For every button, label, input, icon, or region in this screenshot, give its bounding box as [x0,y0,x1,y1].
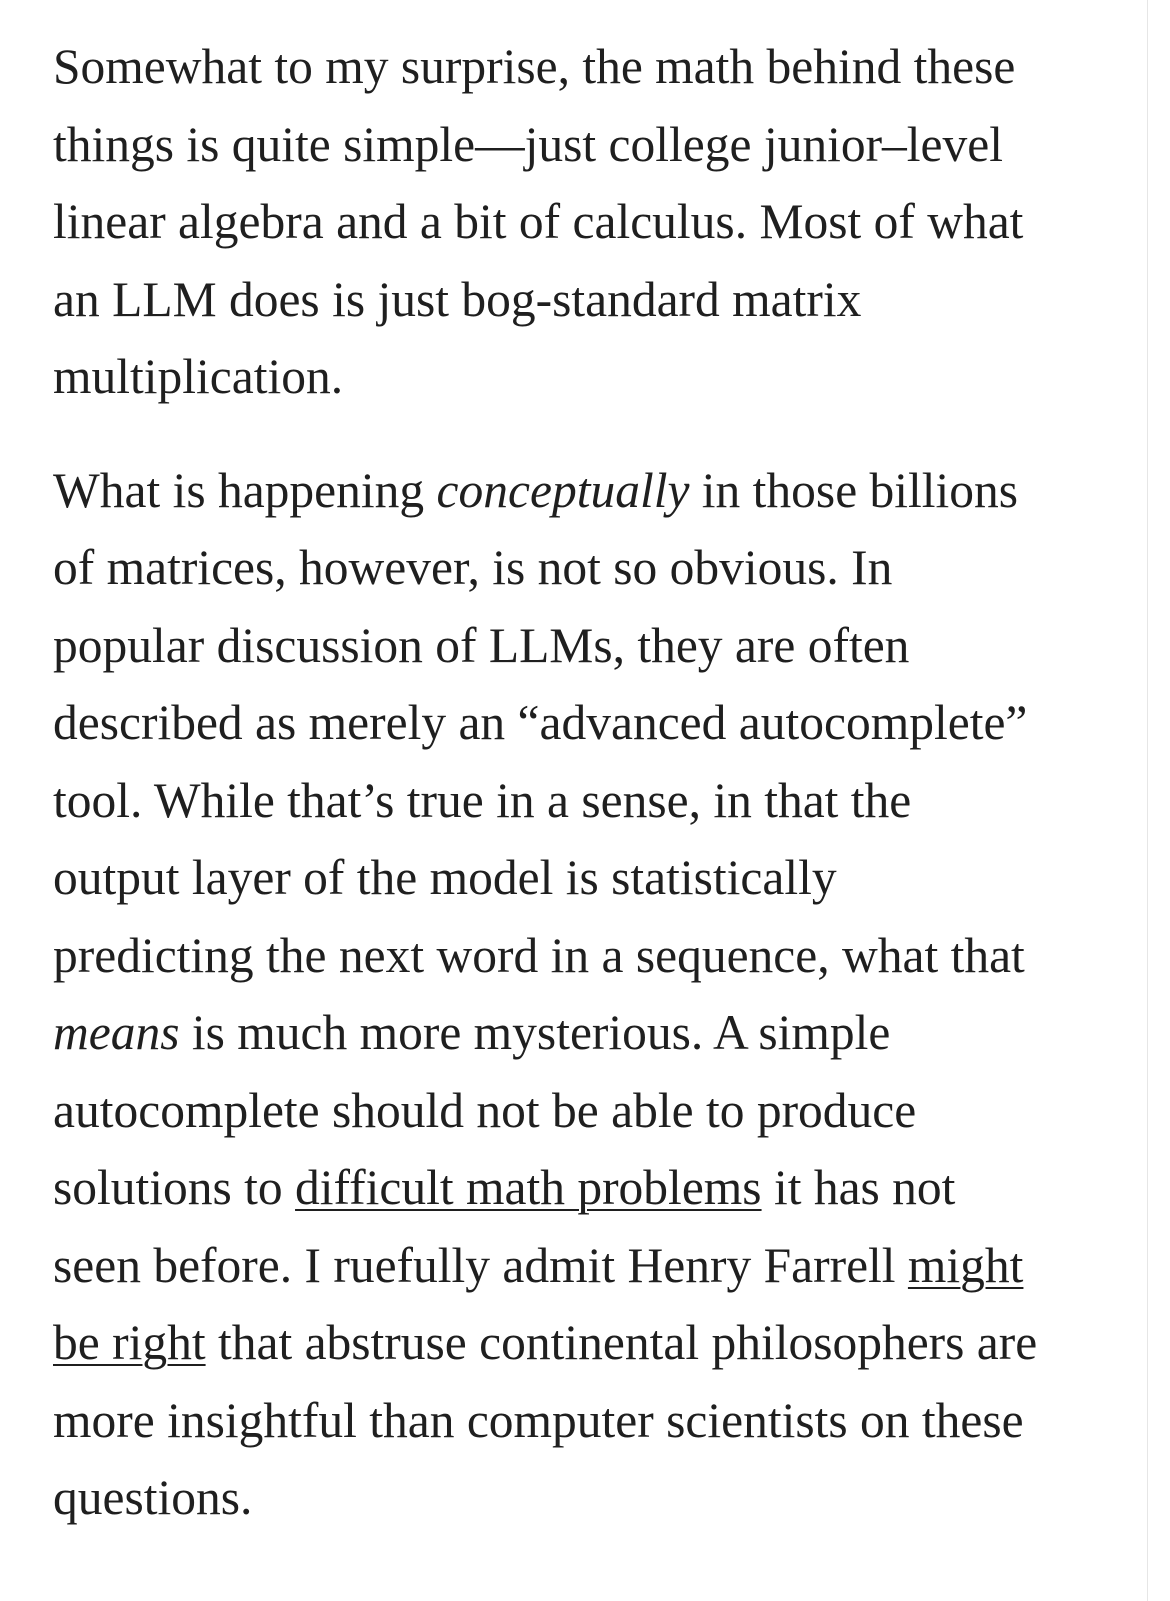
text-line: popular discussion of LLMs, they are often [53,617,910,673]
paragraph-1 [53,28,1098,416]
text-line: Somewhat to my surprise, the math behind these [53,39,1016,94]
text-line: more insightful than computer scientists on these [53,1392,1024,1448]
text-line [53,1227,1098,1305]
text-line: autocomplete should not be able to produce [53,1082,917,1138]
text-fragment: What is happening [53,462,437,518]
text-line: described as merely an “advanced autocomplete” [53,695,1028,750]
emphasis-conceptually: conceptually [436,462,690,518]
text-line: tool. While that’s true in a sense, in that the [53,772,912,828]
link-might-be-right[interactable]: might [907,1237,1024,1293]
text-line: things is quite simple—just college junior–level [53,116,1003,172]
text-line [53,1304,1098,1382]
text-fragment: that abstruse continental philosophers are [205,1315,1038,1370]
text-line [53,1149,1098,1227]
text-line: of matrices, however, is not so obvious. In [53,540,893,595]
text-line: output layer of the model is statistically [53,850,837,905]
text-line [53,994,1098,1072]
text-line: linear algebra and a bit of calculus. Most of what [53,194,1024,249]
text-fragment: seen before. I ruefully admit Henry Farrell [53,1237,908,1293]
page-border [1147,0,1148,1601]
text-line: multiplication. [53,349,344,404]
text-line: questions. [53,1470,253,1525]
link-might-be-right[interactable]: be right [53,1315,206,1370]
emphasis-means: means [53,1005,180,1060]
text-fragment: is much more mysterious. A simple [179,1005,891,1060]
text-fragment: it has not [761,1160,956,1215]
link-difficult-math-problems[interactable]: difficult math problems [295,1160,762,1215]
text-fragment: in those billions [689,462,1019,518]
text-line: predicting the next word in a sequence, what that [53,927,1025,983]
text-fragment: solutions to [53,1160,296,1215]
article-body [53,28,1098,1537]
paragraph-2 [53,452,1098,1537]
text-line [53,452,1098,530]
text-line: an LLM does is just bog-standard matrix [53,271,862,327]
